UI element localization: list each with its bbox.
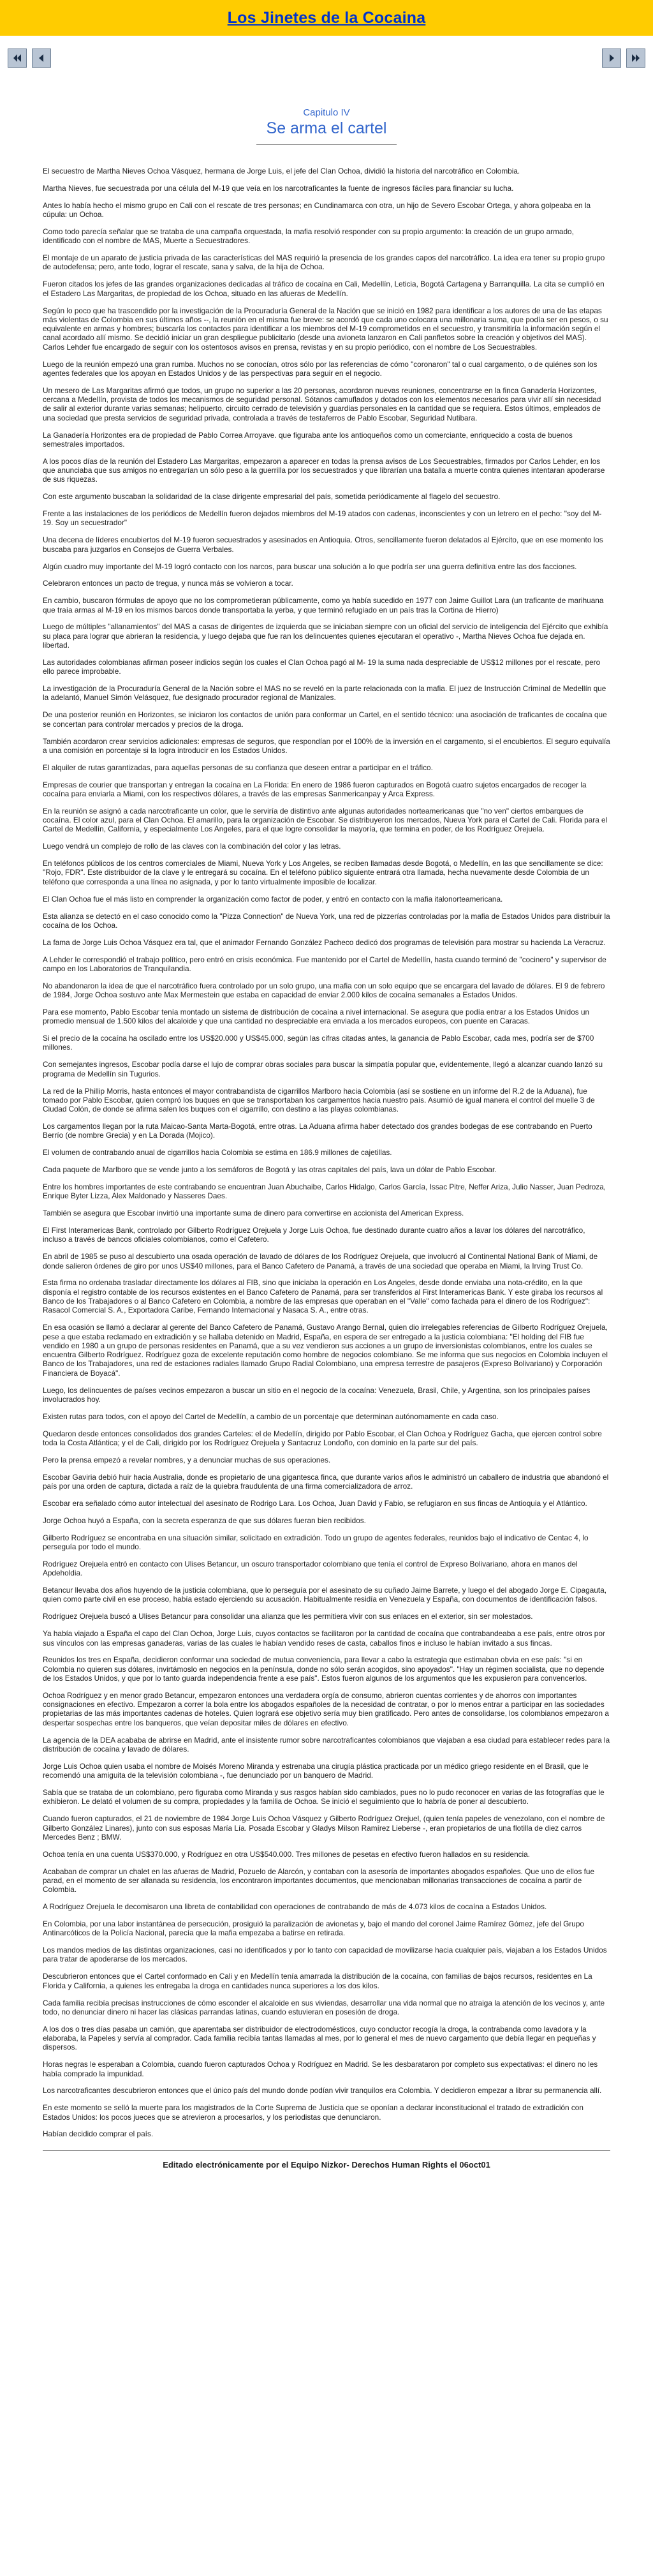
body-paragraph: El volumen de contrabando anual de cigarrillos hacia Colombia se estima en 186.9 millones de cajetillas.: [43, 1148, 392, 1158]
body-paragraph: Rodríguez Orejuela entró en contacto con Ulises Betancur, un oscuro transportador colombiano que tenía el control de Expreso Bolivariano, ahora en manos del Apdeholdia.: [43, 1559, 578, 1578]
body-paragraph: Quedaron desde entonces consolidados dos grandes Carteles: el de Medellín, dirigido por Pablo Escobar, el Clan Ochoa y Rodríguez Gacha, que ejercen control sobre toda la Costa Atlántica; y el de Cali, dirigido por los Rodríguez Orejuela y Santacruz Londoño, con dominio en la parte sur del país.: [43, 1429, 602, 1447]
chevron-right-icon: [606, 52, 617, 64]
body-paragraph: Las autoridades colombianas afirman poseer indicios según los cuales el Clan Ochoa pagó al M- 19 la suma nada despreciable de US$12 millones por el rescate, pero ello parece improbable.: [43, 657, 601, 676]
body-paragraph: Los cargamentos llegan por la ruta Maicao-Santa Marta-Bogotá, entre otras. La Aduana afirma haber detectado dos grandes bodegas de ese contrabando en Puerto Berrío (de nombre Grecia) y en La Dorada (Mojico).: [43, 1122, 592, 1140]
body-paragraph: Entre los hombres importantes de este contrabando se encuentran Juan Abuchaibe, Carlos Hidalgo, Carlos García, Issac Pitre, Neffer Ariza, Julio Nasser, Juan Pedroza, Enrique Byter Lizza, Alex Maldonado y Nasseres Daes.: [43, 1182, 606, 1201]
footer-credit: Editado electrónicamente por el Equipo Nizkor- Derechos Human Rights el 06oct01: [163, 2159, 490, 2170]
book-title-link[interactable]: Los Jinetes de la Cocaina: [227, 8, 426, 27]
body-paragraph: Si el precio de la cocaína ha oscilado entre los US$20.000 y US$45.000, según las cifras citadas antes, la ganancia de Pablo Escobar, cada mes, podría ser de $700 millones.: [43, 1034, 594, 1052]
body-paragraph: Antes lo había hecho el mismo grupo en Cali con el rescate de tres personas; en Cundinamarca con otra, un hijo de Severo Escobar Ortega, y ahora golpeaba en la cúpula: un Ochoa.: [43, 200, 591, 220]
body-paragraph: En abril de 1985 se puso al descubierto una osada operación de lavado de dólares de los Rodríguez Orejuela, que involucró al Continental National Bank of Miami, de donde salieron órdenes de giro por unos US$40 millones, para el Banco Cafetero de Panamá, a través de una sociedad que operaba en Miami, la Irving Trust Co.: [43, 1252, 598, 1270]
body-paragraph: Habían decidido comprar el país.: [43, 2129, 154, 2139]
body-paragraph: Martha Nieves, fue secuestrada por una célula del M-19 que veía en los narcotraficantes la fuente de ingresos fáciles para financiar su lucha.: [43, 183, 514, 193]
body-paragraph: Cada paquete de Marlboro que se vende junto a los semáforos de Bogotá y las otras capitales del país, lava un dólar de Pablo Escobar.: [43, 1165, 497, 1175]
body-paragraph: No abandonaron la idea de que el narcotráfico fuera controlado por un solo grupo, una mafia con un solo equipo que se encargara del lavado de dólares. El 9 de febrero de 1984, Jorge Ochoa sostuvo ante Max Mermestein que estaba en capacidad de enviar 2.000 kilos de cocaína semanales a Estados Unidos.: [43, 981, 605, 1000]
body-paragraph: Los narcotraficantes descubrieron entonces que el único país del mundo donde podían vivir tranquilos era Colombia. Y decidieron empezar a librar su permanencia allí.: [43, 2086, 602, 2096]
navigation-bar: [0, 36, 653, 80]
body-paragraph: Gilberto Rodríguez se encontraba en una situación similar, solicitado en extradición. Todo un grupo de agentes federales, reunidos bajo el indicativo de Centac 4, lo perseguía por todo el mundo.: [43, 1533, 589, 1552]
chapter-title: Se arma el cartel: [266, 119, 387, 137]
body-paragraph: La red de la Phillip Morris, hasta entonces el mayor contrabandista de cigarrillos Marlboro hacia Colombia (así se sostiene en un informe del R.2 de la Aduana), fue tomado por Pablo Escobar, quien compró los buques en que se transportaban los cargamentos hacia nuestro país. Asumió de igual manera el control del muelle 3 de Ciudad Colón, de donde se afirma salen los buques con el cigarrillo, con destino a las playas colombianas.: [43, 1086, 595, 1114]
body-paragraph: Ya había viajado a España el capo del Clan Ochoa, Jorge Luis, cuyos contactos se facilitaron por la cantidad de cocaína que contrabandeaba a ese país, entre otros por sus vínculos con las empresas ganaderas, varias de las cuales le habían vendido reses de casta, caballos finos e incluso le habían invitado a sus fincas.: [43, 1629, 605, 1648]
body-paragraph: El alquiler de rutas garantizadas, para aquellas personas de su confianza que deseen entrar a participar en el tráfico.: [43, 763, 433, 772]
body-paragraph: A los dos o tres días pasaba un camión, que aparentaba ser distribuidor de electrodomésticos, cuyo conductor recogía la droga, la contrabanda como lavadora y la elaboraba, la Papeles y servía al comprador. Cada familia recibía tantas llamadas al mes, por lo general el mes de nuevo cargamento que debía llegar en pequeñas y dispersos.: [43, 2024, 596, 2052]
body-paragraph: Jorge Luis Ochoa quien usaba el nombre de Moisés Moreno Miranda y estrenaba una cirugía plástica practicada por un médico griego residente en el Brasil, que le recomendó una amiguita de la televisión colombiana -, fue denunciado por un banquero de Madrid.: [43, 1761, 589, 1780]
body-paragraph: El Clan Ochoa fue el más listo en comprender la organización como factor de poder, y entró en contacto con la mafia italonorteamericana.: [43, 894, 503, 904]
body-paragraph: Existen rutas para todos, con el apoyo del Cartel de Medellín, a cambio de un porcentaje que determinan autónomamente en cada caso.: [43, 1411, 499, 1421]
double-chevron-right-icon: [630, 52, 642, 64]
body-paragraph: Ochoa Rodríguez y en menor grado Betancur, empezaron entonces una verdadera orgía de consumo, abrieron cuentas corrientes y de ahorros con importantes consignaciones en efectivo. Empezaron a correr la bola entre los abogados españoles de la necesidad de contratar, o por lo menos entrar a participar en las sociedades propietarias de las más importantes cadenas de hoteles. Quien logrará ese objetivo sería muy bien gratificado. Pero antes de consolidarse, los colombianos empezaron a despertar sospechas entre los banqueros, que veían depositar miles de dólares en efectivo.: [43, 1690, 609, 1727]
body-paragraph: También acordaron crear servicios adicionales: empresas de seguros, que respondían por el 100% de la inversión en el cargamento, si el encubiertos. El seguro equivalía a una comisión en porcentaje si la logra introducir en los Estados Unidos.: [43, 736, 610, 755]
body-paragraph: El First Interamericas Bank, controlado por Gilberto Rodríguez Orejuela y Jorge Luis Ochoa, fue destinado durante cuatro años a lavar los dólares del narcotráfico, incluso a través de bancos oficiales colombianos, como el Cafetero.: [43, 1226, 585, 1244]
body-paragraph: Como todo parecía señalar que se trataba de una campaña orquestada, la mafia resolvió responder con su propio argumento: la creación de un grupo armado, identificado con el nombre de MAS, Muerte a Secuestradores.: [43, 227, 574, 246]
body-paragraph: El secuestro de Martha Nieves Ochoa Vásquez, hermana de Jorge Luis, el jefe del Clan Ochoa, dividió la historia del narcotráfico en Colombia.: [43, 167, 520, 175]
first-page-button[interactable]: [8, 48, 27, 68]
body-paragraph: También se asegura que Escobar invirtió una importante suma de dinero para convertirse en accionista del American Express.: [43, 1209, 464, 1218]
body-paragraph: Horas negras le esperaban a Colombia, cuando fueron capturados Ochoa y Rodríguez en Madrid. Se les desbarataron por completo sus expectativas: el dinero no les había comprado la impunidad.: [43, 2060, 598, 2078]
body-paragraph: En Colombia, por una labor instantánea de persecución, prosiguió la paralización de avionetas y, bajo el mando del coronel Jaime Ramírez Gómez, jefe del Grupo Antinarcóticos de la Policía Nacional, parecía que la mafia empezaba a batirse en retirada.: [43, 1919, 584, 1938]
body-paragraph: Los mandos medios de las distintas organizaciones, casi no identificados y por lo tanto con capacidad de movilizarse hacia cualquier país, viajaban a los Estados Unidos para tratar de apoderarse de los mercados.: [43, 1946, 607, 1964]
body-paragraph: En este momento se selló la muerte para los magistrados de la Corte Suprema de Justicia que se oponían a declarar inconstitucional el tratado de extradición con Estados Unidos: los pocos jueces que se atrevieron a procesarlos, y los periodistas que denunciaron.: [43, 2103, 583, 2122]
header-bar: [0, 0, 653, 36]
body-paragraph: Jorge Ochoa huyó a España, con la secreta esperanza de que sus dólares fueran bien recibidos.: [43, 1515, 366, 1525]
body-paragraph: Con semejantes ingresos, Escobar podía darse el lujo de comprar obras sociales para buscar la simpatía popular que, evidentemente, llegó a alcanzar cuando lanzó su programa de Medellín sin Tugurios.: [43, 1060, 603, 1078]
body-paragraph: De una posterior reunión en Horizontes, se iniciaron los contactos de unión para conformar un Cartel, en el sentido técnico: una asociación de traficantes de cocaína que se concertan para controlar mercados y precios de la droga.: [43, 710, 607, 729]
body-paragraph: Sabía que se trataba de un colombiano, pero figuraba como Miranda y sus rasgos habían sido cambiados, pues no lo pudo reconocer en varias de las fotografías que le exhibieron. Le delató el volumen de su compra, propiedades y la familia de Ochoa. Se inició el seguimiento que lo habría de poner al descubierto.: [43, 1788, 605, 1806]
prev-chapter-button[interactable]: [32, 48, 51, 68]
body-paragraph: En la reunión se asignó a cada narcotraficante un color, que le serviría de distintivo ante algunas autoridades norteamericanas que "no ven" ciertos embarques de cocaína. El color azul, para el Clan Ochoa. El amarillo, para la organización de Escobar. Se distribuyeron los mercados, Nueva York para el Cartel de Cali. Florida para el Cartel de Medellín, California, y especialmente Los Angeles, para el que logre consolidar la mayoría, que termina en poder, de los Rodríguez Orejuela.: [43, 806, 608, 834]
body-paragraph: Betancur llevaba dos años huyendo de la justicia colombiana, que lo perseguía por el asesinato de su cuñado Jaime Barrete, y luego el del abogado Jorge E. Cipagauta, quien como parte civil en ese proceso, había estado ejerciendo su acusación. Habitualmente residía en Venezuela y España, con documentos de identificación falsos.: [43, 1586, 607, 1604]
footer-divider: [43, 2150, 610, 2151]
chevron-left-icon: [36, 52, 47, 64]
body-paragraph: Acababan de comprar un chalet en las afueras de Madrid, Pozuelo de Alarcón, y contaban con la asesoría de importantes abogados españoles. Que uno de ellos fue parad, en el momento de ser allanada su residencia, los encontraron importantes documentos, que mencionaban millonarias transacciones de cocaína a partir de Colombia.: [43, 1866, 595, 1895]
body-paragraph: Para ese momento, Pablo Escobar tenía montado un sistema de distribución de cocaína a nivel internacional. Se asegura que podía entrar a los Estados Unidos un promedio mensual de 1.500 kilos del alcaloide y que una cantidad no despreciable era enviada a los mercados europeos, con puente en Caracas.: [43, 1008, 590, 1026]
body-paragraph: Escobar era señalado cómo autor intelectual del asesinato de Rodrigo Lara. Los Ochoa, Juan David y Fabio, se refugiaron en sus fincas de Antioquia y el Atlántico.: [43, 1498, 587, 1508]
body-paragraph: Luego, los delincuentes de países vecinos empezaron a buscar un sitio en el negocio de la cocaína: Venezuela, Brasil, Chile, y Argentina, son los principales países involucrados hoy.: [43, 1385, 591, 1404]
chapter-body: [43, 167, 610, 2139]
body-paragraph: Ochoa tenía en una cuenta US$370.000, y Rodríguez en otra US$540.000. Tres millones de pesetas en efectivo fueron hallados en su residencia.: [43, 1849, 531, 1859]
next-chapter-button[interactable]: [602, 48, 621, 68]
body-paragraph: La agencia de la DEA acababa de abrirse en Madrid, ante el insistente rumor sobre narcotraficantes colombianos que viajaban a esa ciudad para establecer redes para la distribución de cocaína y lavado de dólares.: [43, 1735, 610, 1753]
body-paragraph: La Ganadería Horizontes era de propiedad de Pablo Correa Arroyave. que figuraba ante los antioqueños como un comerciante, enriquecido a costa de buenos semestrales importados.: [43, 430, 573, 449]
body-paragraph: Frente a las instalaciones de los periódicos de Medellín fueron dejados miembros del M-19 atados con cadenas, inconscientes y con un letrero en el pecho: "soy del M-19. Soy un secuestrador": [43, 509, 602, 528]
body-paragraph: En esa ocasión se llamó a declarar al gerente del Banco Cafetero de Panamá, Gustavo Arango Bernal, quien dio irrelegables referencias de Gilberto Rodríguez Orejuela, pese a que estaba reclamado en extradición y se hallaba detenido en Madrid, España, en espera de ser entregado a la justicia colombiana: "El holding del FIB fue vendido en 1980 a un grupo de personas residentes en Panamá, que a su vez vendieron sus acciones a un grupo de inversionistas colombianos, entre los cuales se encuentra Gilberto Rodríguez. Rodríguez goza de excelente reputación como hombre de negocios colombiano. Se me informa que sus negocios en Colombia incluyen el Banco de los Trabajadores, una red de estaciones radiales llamado Grupo Radial Colombiano, una empresa terrestre de pasajeros (Expreso Bolivariano) y Corporación Financiera de Boyacá".: [43, 1323, 608, 1378]
body-paragraph: Reunidos los tres en España, decidieron conformar una sociedad de mutua conveniencia, para llevar a cabo la estrategia que estimaban obvia en ese país: "si en Colombia no quieren sus dólares, invirtámoslo en negocios en la península, donde no sólo serán acogidos, sino apoyados". "Hay un régimen socialista, que no depende de los Estados Unidos, y que por lo tanto guarda independencia frente a ese país". Estos fueron algunos de los argumentos que les expusieron para convencerlos.: [43, 1655, 605, 1683]
body-paragraph: Rodríguez Orejuela buscó a Ulises Betancur para consolidar una alianza que les permitiera vivir con sus enlaces en el exterior, sin ser molestados.: [43, 1612, 533, 1621]
body-paragraph: Esta alianza se detectó en el caso conocido como la "Pizza Connection" de Nueva York, una red de pizzerías controladas por la mafia de Estados Unidos para distribuir la cocaína de los Ochoa.: [43, 911, 610, 930]
body-paragraph: Luego de la reunión empezó una gran rumba. Muchos no se conocían, otros sólo por las referencias de cómo "coronaron" tal o cual cargamento, o de quiénes son los agentes federales que los apoyan en Estados Unidos y de las perspectivas para seguir en el negocio.: [43, 359, 598, 378]
body-paragraph: Cada familia recibía precisas instrucciones de cómo esconder el alcaloide en sus viviendas, desarrollar una vida normal que no atraiga la atención de los vecinos y, ante todo, no denunciar dinero ni hacer las clásicas parrandas latinas, cuando estuvieran en posesión de droga.: [43, 1998, 605, 2016]
chapter-heading: [0, 107, 653, 145]
body-paragraph: Escobar Gaviria debió huir hacia Australia, donde es propietario de una gigantesca finca, que durante varios años le administró un caballero de industria que abandonó el país por una orden de captura, dictada a raíz de la quiebra fraudulenta de una firma comercializadora de arroz.: [43, 1472, 609, 1491]
chapter-number: Capitulo IV: [303, 107, 350, 118]
body-paragraph: En cambio, buscaron fórmulas de apoyo que no los comprometieran públicamente, como ya había sucedido en 1977 con Jaime Guillot Lara (un traficante de marihuana que traía armas al M-19 en los mismos barcos donde transportaba la yerba, y que terminó refugiado en un país tras la Cortina de Hierro): [43, 596, 604, 614]
body-paragraph: Celebraron entonces un pacto de tregua, y nunca más se volvieron a tocar.: [43, 579, 293, 588]
body-paragraph: Luego de múltiples "allanamientos" del MAS a casas de dirigentes de izquierda que se iniciaban siempre con un oficial del servicio de inteligencia del Ejército que exhibía su placa para lograr que abrieran la residencia, y luego dejaba que fue ran los delincuentes quienes ejecutaran el operativo -, Martha Nieves Ochoa fue dejada en. libertad.: [43, 622, 608, 650]
body-paragraph: Con este argumento buscaban la solidaridad de la clase dirigente empresarial del país, sometida periódicamente al flagelo del secuestro.: [43, 492, 501, 502]
body-paragraph: Una decena de líderes encubiertos del M-19 fueron secuestrados y asesinados en Antioquia. Otros, sencillamente fueron delatados al Ejército, que en ese momento los buscaba para juzgarlos en Consejos de Guerra Verbales.: [43, 535, 603, 554]
body-paragraph: Fueron citados los jefes de las grandes organizaciones dedicadas al tráfico de cocaína en Cali, Medellín, Leticia, Bogotá Cartagena y Barranquilla. La cita se cumplió en el Estadero Las Margaritas, de propiedad de los Ochoa, situado en las afueras de Medellín.: [43, 279, 605, 298]
body-paragraph: Pero la prensa empezó a revelar nombres, y a denunciar muchas de sus operaciones.: [43, 1455, 331, 1464]
body-paragraph: A Lehder le correspondió el trabajo político, pero entró en crisis económica. Fue mantenido por el Cartel de Medellín, hasta cuando terminó de "cocinero" y supervisor de campo en los Laboratorios de Tranquilandia.: [43, 955, 606, 973]
body-paragraph: Descubrieron entonces que el Cartel conformado en Cali y en Medellín tenía amarrada la distribución de la cocaína, con familias de bajos recursos, residentes en La Florida y California, a quienes les entregaba la droga en cantidades nunca superiores a los dos kilos.: [43, 1972, 592, 1990]
title-divider: [256, 144, 397, 145]
body-paragraph: Según lo poco que ha trascendido por la investigación de la Procuraduría General de la Nación que se inició en 1982 para identificar a los autores de una de las etapas más violentas de Colombia en sus últimos años --, la reunión en el misma fue breve: se acordó que cada uno colocara una millonaria suma, que podía ser en pesos, o su equivalente en armas y hombres; buscaría los contactos para identificar a los miembros del M-19 comprometidos en el secuestro, y transmitiría la información según el canal acordado allí mismo. Se decidió iniciar un gran despliegue publicitario (desde una avioneta lanzaron en Cali panfletos sobre la creación y objetivos del MAS). Carlos Lehder fue encargado de seguir con los ostentosos avisos en prensa, revistas y en su propio periódico, con el nombre de Los Secuestrables.: [43, 306, 608, 352]
double-chevron-left-icon: [11, 52, 23, 64]
body-paragraph: Algún cuadro muy importante del M-19 logró contacto con los narcos, para buscar una solución a lo que podría ser una guerra definitiva entre las dos facciones.: [43, 562, 577, 571]
body-paragraph: A los pocos días de la reunión del Estadero Las Margaritas, empezaron a aparecer en todas la prensa avisos de Los Secuestrables, firmados por Carlos Lehder, en los que anunciaba que sus amigos no entregarían un sólo peso a la guerrilla por los secuestrados y que librarían una batalla a muerte contra quienes intentaran apoderarse de sus riquezas.: [43, 456, 605, 484]
last-page-button[interactable]: [626, 48, 645, 68]
body-paragraph: La investigación de la Procuraduría General de la Nación sobre el MAS no se reveló en la parte relacionada con la mafia. El juez de Instrucción Criminal de Medellín que la adelantó, Manuel Simón Velásquez, fue designado procurador regional de Manizales.: [43, 684, 606, 703]
body-paragraph: Cuando fueron capturados, el 21 de noviembre de 1984 Jorge Luis Ochoa Vásquez y Gilberto Rodríguez Orejuel, (quien tenía papeles de venezolano, con el nombre de Gilberto González Linares), junto con sus esposas María Lía. Posada Escobar y Gladys Milson Ramírez Lieberse -, eran propietarios de una flotilla de diez carros Mercedes Benz ; BMW.: [43, 1814, 605, 1842]
body-paragraph: A Rodríguez Orejuela le decomisaron una libreta de contabilidad con operaciones de contrabando de más de 4.073 kilos de cocaína a Estados Unidos.: [43, 1902, 547, 1912]
body-paragraph: Esta firma no ordenaba trasladar directamente los dólares al FIB, sino que iniciaba la operación en Los Angeles, desde donde enviaba una nota-crédito, en la que disponía el registro contable de los recursos existentes en el Banco Cafetero de Panamá, para ser transferidos al First Interamericas Bank. Y este giraba los recursos al Banco de los Trabajadores o al Banco Cafetero en Colombia, a nombre de las empresas que operaban en el "Valle" como fachada para el dinero de los Rodríguez": Rasacol Comercial S. A., Exportadora Caribe, Fernando Internacional y Nasaca S. A., entre otras.: [43, 1278, 603, 1315]
body-paragraph: Empresas de courier que transportan y entregan la cocaína en La Florida: En enero de 1986 fueron capturados en Bogotá cuatro sujetos encargados de recoger la cocaína para enviarla a Miami, con los respectivos dólares, a través de las empresas Sanmericanpay y Arca Express.: [43, 780, 587, 798]
body-paragraph: Luego vendrá un complejo de rollo de las claves con la combinación del color y las letras.: [43, 842, 341, 851]
body-paragraph: El montaje de un aparato de justicia privada de las características del MAS requirió la presencia de los grandes capos del narcotráfico. La idea era tener su propio grupo de autodefensa; pero, ante todo, lograr el rescate, sana y salva, de la hija de Ochoa.: [43, 253, 605, 272]
body-paragraph: En teléfonos públicos de los centros comerciales de Miami, Nueva York y Los Angeles, se reciben llamadas desde Bogotá, o Medellín, en las que sencillamente se dice: "Rojo, FDR". Este distribuidor de la clave y le entregará su cocaína. En el teléfono público siguiente entrará otra llamada, hecha nuevamente desde Colombia de un teléfono que corresponda a una línea no asignada, y por lo tanto virtualmente imposible de localizar.: [43, 859, 603, 886]
body-paragraph: La fama de Jorge Luis Ochoa Vásquez era tal, que el animador Fernando González Pacheco dedicó dos programas de televisión para mostrar su hacienda La Veracruz.: [43, 937, 606, 947]
body-paragraph: Un mesero de Las Margaritas afirmó que todos, un grupo no superior a las 20 personas, acordaron nuevas reuniones, concentrarse en la finca Ganadería Horizontes, cercana a Medellín, provista de todos los mecanismos de seguridad personal. Sótanos camuflados y dotados con los elementos necesarios para vivir allí sin necesidad de salir al exterior durante varias semanas; helipuerto, circuito cerrado de televisión y guardias personales en la cantidad que se requiera. Estos últimos, empleados de una sociedad que presta servicios de seguridad privada, controlada a través de testaferros de Pablo Escobar, Seguridad Nutibara.: [43, 385, 601, 422]
